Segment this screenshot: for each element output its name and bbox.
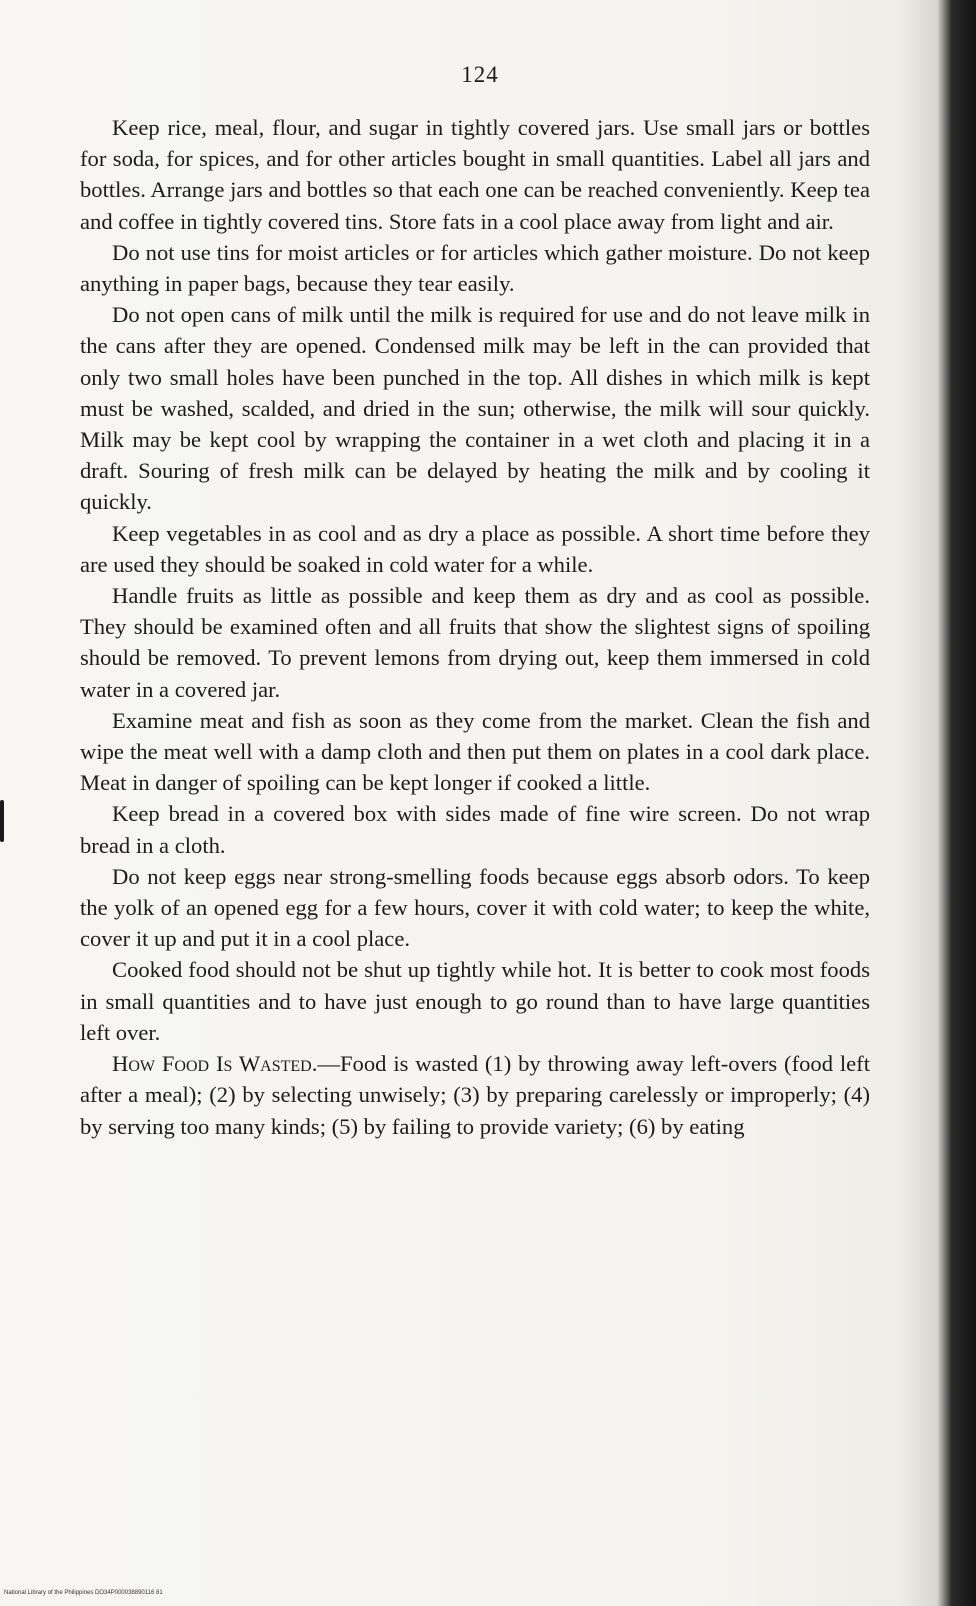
paragraph-eggs: Do not keep eggs near strong-smelling foods because eggs absorb odors. To keep the yolk of an opened egg for a few hours, cover it with cold water; to keep the white, cover it up and put it in a cool place. <box>80 863 870 952</box>
paragraph-tins: Do not use tins for moist articles or for articles which gather moisture. Do not keep anything in paper bags, because they tear easily. <box>80 239 870 297</box>
paragraph-food-wasted <box>80 1048 870 1142</box>
paragraph-fruits: Handle fruits as little as possible and keep them as dry and as cool as possible. They should be examined often and all fruits that show the slightest signs of spoiling should be removed. To prevent lemons from drying out, keep them immersed in cold water in a covered jar. <box>80 583 870 702</box>
section-heading: How Food Is Wasted. <box>112 1051 318 1077</box>
paragraph-cooked-food: Cooked food should not be shut up tightly while hot. It is better to cook most foods in small quantities and to have just enough to go round than to have large quantities left over. <box>80 957 870 1045</box>
paragraph-bread: Keep bread in a covered box with sides made of fine wire screen. Do not wrap bread in a cloth. <box>80 801 870 858</box>
page-body <box>80 112 870 1142</box>
paragraph-milk: Do not open cans of milk until the milk is required for use and do not leave milk in the cans after they are opened. Condensed milk may be left in the can provided that only two small holes have been punched in the top. All dishes in which milk is kept must be washed, scalded, and dried in the sun; otherwise, the milk will sour quickly. Milk may be kept cool by wrapping the container in a wet cloth and placing it in a draft. Souring of fresh milk can be delayed by heating the milk and by cooling it quickly. <box>80 302 870 515</box>
page-edge-mark <box>0 800 4 842</box>
paragraph-food-wasted-text: —Food is wasted (1) by throwing away left-overs (food left after a meal); (2) by selecting unwisely; (3) by preparing carelessly or improperly; (4) by serving too many kinds; (5) by failing to provide variety; (6) by eating <box>80 1051 870 1139</box>
paragraph-vegetables: Keep vegetables in as cool and as dry a place as possible. A short time before they are used they should be soaked in cold water for a while. <box>80 520 870 577</box>
paragraph-storage-jars: Keep rice, meal, flour, and sugar in tightly covered jars. Use small jars or bottles for soda, for spices, and for other articles bought in small quantities. Label all jars and bottles. Arrange jars and bottles so that each one can be reached conveniently. Keep tea and coffee in tightly covered tins. Store fats in a cool place away from light and air. <box>80 115 870 234</box>
paragraph-meat-fish: Examine meat and fish as soon as they come from the market. Clean the fish and wipe the meat well with a damp cloth and then put them on plates in a cool dark place. Meat in danger of spoiling can be kept longer if cooked a little. <box>80 707 870 796</box>
page-number: 124 <box>461 62 499 87</box>
scan-credit: National Library of the Philippines DO34P000038890116 81 <box>4 1590 163 1596</box>
